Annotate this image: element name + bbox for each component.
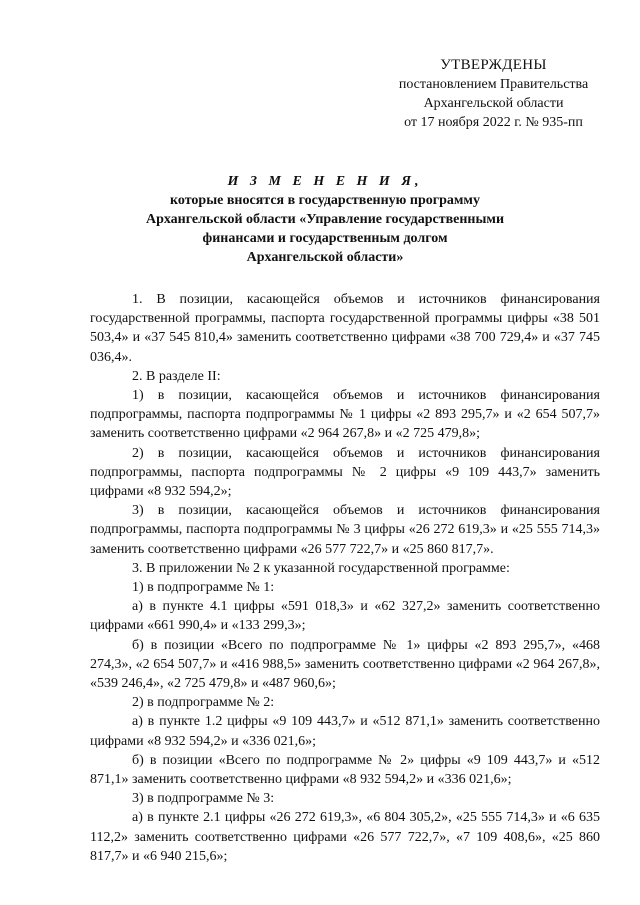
approval-line: Архангельской области [423,96,564,111]
paragraph: 3) в позиции, касающейся объемов и источников финансирования подпрограммы, паспорта подпрограммы № 3 цифры «26 272 619,3» и «25 555 714,3» заменить соответственно цифрами «26 577 722,7» и «25 860 817,7». [90,503,600,557]
title-line: финансами и государственным долгом [202,231,448,246]
paragraph: 2) в позиции, касающейся объемов и источников финансирования подпрограммы, паспорта подпрограммы № 2 цифры «9 109 443,7» заменить цифрами «8 932 594,2»; [90,445,600,500]
approval-heading: УТВЕРЖДЕНЫ [440,57,547,73]
paragraph: 1) в позиции, касающейся объемов и источников финансирования подпрограммы, паспорта подпрограммы № 1 цифры «2 893 295,7» и «2 654 507,7» заменить соответственно цифрами «2 964 267,8» и «2 725 479,8»; [90,388,600,442]
paragraph: 2) в подпрограмме № 2: [132,695,275,711]
title-line: Архангельской области» [246,250,404,265]
document-title [90,172,560,267]
document-body [90,290,600,866]
paragraph: 1) в подпрограмме № 1: [132,580,275,596]
paragraph: а) в пункте 1.2 цифры «9 109 443,7» и «512 871,1» заменить соответственно цифрами «8 932 594,2» и «336 021,6»; [90,714,600,749]
approval-date: от 17 ноября 2022 г. № 935-пп [404,115,583,130]
paragraph: 3) в подпрограмме № 3: [132,791,275,807]
paragraph: б) в позиции «Всего по подпрограмме № 2» цифры «9 109 443,7» и «512 871,1» заменить соответственно цифрами «8 932 594,2» и «336 021,6»; [90,752,600,788]
title-line: Архангельской области «Управление государственными [145,212,505,227]
paragraph: а) в пункте 2.1 цифры «26 272 619,3», «6 804 305,2», «25 555 714,3» и «6 635 112,2» заменить соответственно цифрами «26 577 722,7», «7 109 408,6», «25 860 817,7» и «6 940 215,6»; [90,810,600,864]
title-heading: И З М Е Н Е Н И Я, [227,174,423,189]
paragraph: 1. В позиции, касающейся объемов и источников финансирования государственной программы, паспорта государственной программы цифры «38 501 503,4» и «37 545 810,4» заменить соответственно цифрами «38 700 729,4» и «37 745 036,4». [90,292,600,365]
approval-line: постановлением Правительства [398,77,589,92]
paragraph: б) в позиции «Всего по подпрограмме № 1» цифры «2 893 295,7», «468 274,3», «2 654 507,7» и «416 988,5» заменить соответственно цифрами «2 964 267,8», «539 246,4», «2 725 479,8» и «487 960,6»; [90,637,600,692]
paragraph: 3. В приложении № 2 к указанной государственной программе: [132,560,510,576]
approval-block [386,56,601,132]
paragraph: 2. В разделе II: [132,368,221,384]
paragraph: а) в пункте 4.1 цифры «591 018,3» и «62 327,2» заменить соответственно цифрами «661 990,4» и «133 299,3»; [90,599,600,634]
title-line: которые вносятся в государственную программу [170,193,480,208]
